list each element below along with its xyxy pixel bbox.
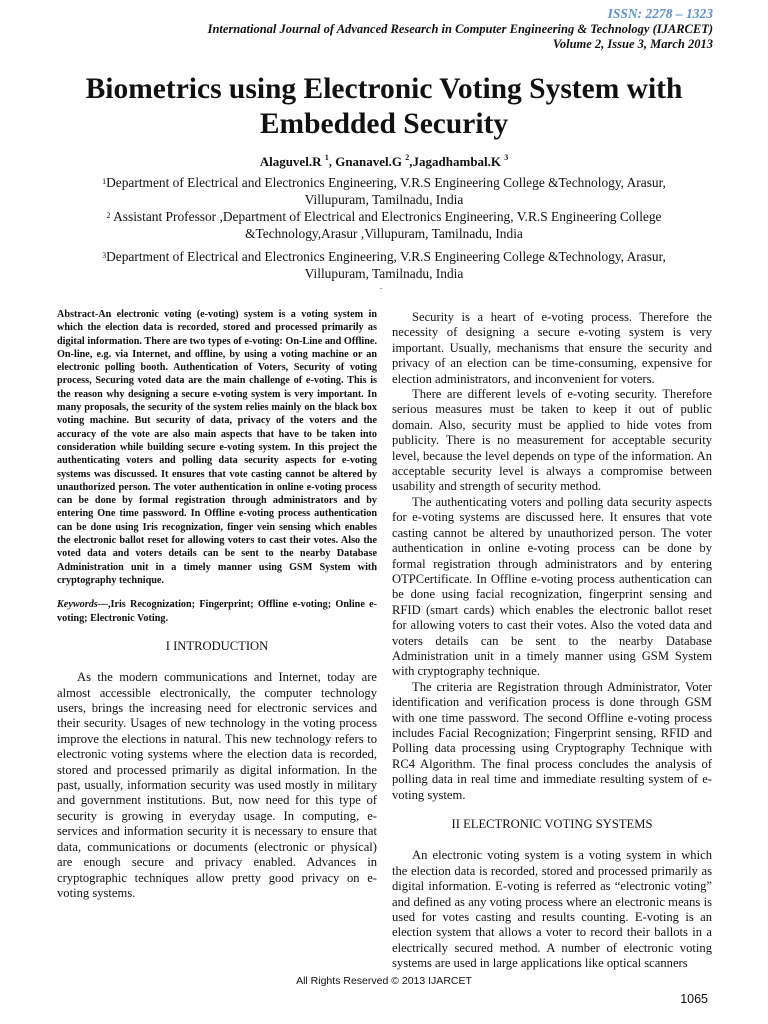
right-column — [392, 310, 712, 972]
affiliation-sup: 3 — [102, 251, 107, 260]
affiliation-text: Department of Electrical and Electronics Engineering, V.R.S Engineering College &Technology, Arasur, Villupuram, Tamilnadu, India — [106, 175, 666, 207]
body-paragraph: There are different levels of e-voting security. Therefore serious measures must be taken to keep it out of public domain. Also, security must be applied to hide votes from publicity. There is no measurement for acceptable security level, because the level depends on type of the information. An acceptable security level is always a compromise between usability and strength of security method. — [392, 387, 712, 494]
keywords-text: ,Iris Recognization; Fingerprint; Offline e-voting; Online e-voting; Electronic Voting. — [57, 599, 377, 624]
author-sup: 1 — [324, 153, 329, 162]
copyright-footer: All Rights Reserved © 2013 IJARCET — [296, 975, 472, 987]
author-list: Alaguvel.R $^1$, Gnanavel.G $^2$,Jagadhambal.K $^3$ — [259, 153, 509, 169]
author-name: Alaguvel.R — [259, 154, 322, 169]
section-heading-introduction: I INTRODUCTION — [165, 638, 269, 653]
journal-volume: Volume 2, Issue 3, March 2013 — [552, 37, 713, 51]
page-number: 1065 — [680, 992, 708, 1006]
section2-paragraph: An electronic voting system is a voting system in which the election data is recorded, stored and processed primarily as digital information. E-voting is referred as “electronic voting” and defined as any voting process where an electronic means is used for votes casting and results counting. E-voting is an election system that allows a voter to record their ballots in a electrically secured method. A number of electronic voting systems are used in large applications like optical scanners — [392, 848, 712, 971]
section-heading-electronic-voting: II ELECTRONIC VOTING SYSTEMS — [451, 817, 653, 831]
author-name: Jagadhambal.K — [412, 154, 502, 169]
affiliation-text: Department of Electrical and Electronics Engineering, V.R.S Engineering College &Technology, Arasur, Villupuram, Tamilnadu, India — [106, 249, 666, 281]
body-paragraph: The authenticating voters and polling data security aspects for e-voting systems are discussed here. It ensures that vote casting cannot be altered by unauthorized person. The voter authentication in online e-voting process can be done by formal registration through administrators and by entering OTPCertificate. In Offline e-voting process authentication can be done using facial recognization, fingerprint sensing and RFID (smart cards) which enables the electronic ballot reset for allowing voters to cast their votes. Also the voted data and voters details can be sent to the nearby Database Administration unit in a timely manner using GSM System with cryptography technique. — [392, 494, 712, 679]
paper-title: Biometrics using Electronic Voting System with Embedded Security — [85, 73, 683, 140]
affiliation-text: Assistant Professor ,Department of Electrical and Electronics Engineering, V.R.S Engineering College &Technology,Arasur ,Villupuram, Tamilnadu, India — [110, 209, 662, 241]
abstract: Abstract-An electronic voting (e-voting) system is a voting system in which the election data is recorded, stored and processed primarily as digital information. There are two types of e-voting: On-Line and Offline. On-line, e.g. via Internet, and offline, by using a voting machine or an electronic polling booth. Authentication of Voters, Security of voting process, Securing voted data are the main challenge of e-voting. This is the reason why designing a secure e-voting system is very important. In many proposals, the security of the system relies mainly on the black box voting machine. But security of data, privacy of the voters and the accuracy of the vote are also main aspects that have to be taken into consideration while building secure e-voting system. In this project the authenticating voters and polling data security aspects for e-voting systems was discussed. It ensures that vote casting cannot be altered by unauthorized person. The voter authentication in online e-voting process can be done by formal registration through administrators and by entering One time password. In Offline e-voting process authentication can be done using Iris recognization, finger vein sensing which enables the electronic ballot reset for allowing voters to cast their votes. Also the voted data and voters details can be sent to the nearby Database Administration unit in a timely manner using GSM System with cryptography technique. — [57, 309, 377, 586]
body-paragraph: Security is a heart of e-voting process. Therefore the necessity of designing a secure e-voting system is very important. Usually, mechanisms that ensure the security and privacy of an election can be time-consuming, expensive for election administrators, and inconvenient for voters. — [392, 310, 712, 386]
affiliation-sup: 2 — [106, 211, 111, 220]
separator-dot: . — [380, 282, 382, 291]
journal-name: International Journal of Advanced Research in Computer Engineering & Technology (IJARCET) — [207, 22, 713, 36]
author-sup: 2 — [405, 153, 410, 162]
author-name: Gnanavel.G — [335, 154, 403, 169]
affiliation-3 — [70, 248, 698, 282]
affiliation-sup: 1 — [102, 177, 107, 186]
issn-number: ISSN: 2278 – 1323 — [607, 6, 713, 21]
author-sup: 3 — [504, 153, 509, 162]
affiliation-1 — [70, 174, 698, 208]
intro-paragraph: As the modern communications and Internet, today are almost accessible electronically, the computer technology users, brings the increasing need for electronic services and their security. Usages of new technology in the voting process improve the elections in natural. This new technology refers to electronic voting systems where the election data is recorded, stored and processed primarily as digital information. In the past, usually, information security was used mostly in military and government institutions. But, now need for this type of security is growing in everyday usage. In computing, e-services and information security it is necessary to ensure that data, communications or documents (electronic or physical) are enough secure and privacy enabled. Advances in cryptographic techniques allow pretty good privacy on e-voting systems. — [57, 670, 377, 900]
left-column — [57, 308, 377, 901]
keywords-label: Keywords— — [57, 599, 108, 611]
body-paragraph: The criteria are Registration through Administrator, Voter identification and verification process is done through GSM with one time password. The second Offline e-voting process includes Facial Recognization; Fingerprint sensing, RFID and Polling data processing using Cryptography Technique with RC4 Algorithm. The final process concludes the analysis of polling data in real time and immediate resulting system of e-voting system. — [392, 679, 712, 802]
affiliation-2 — [70, 208, 698, 242]
keywords — [57, 598, 377, 625]
